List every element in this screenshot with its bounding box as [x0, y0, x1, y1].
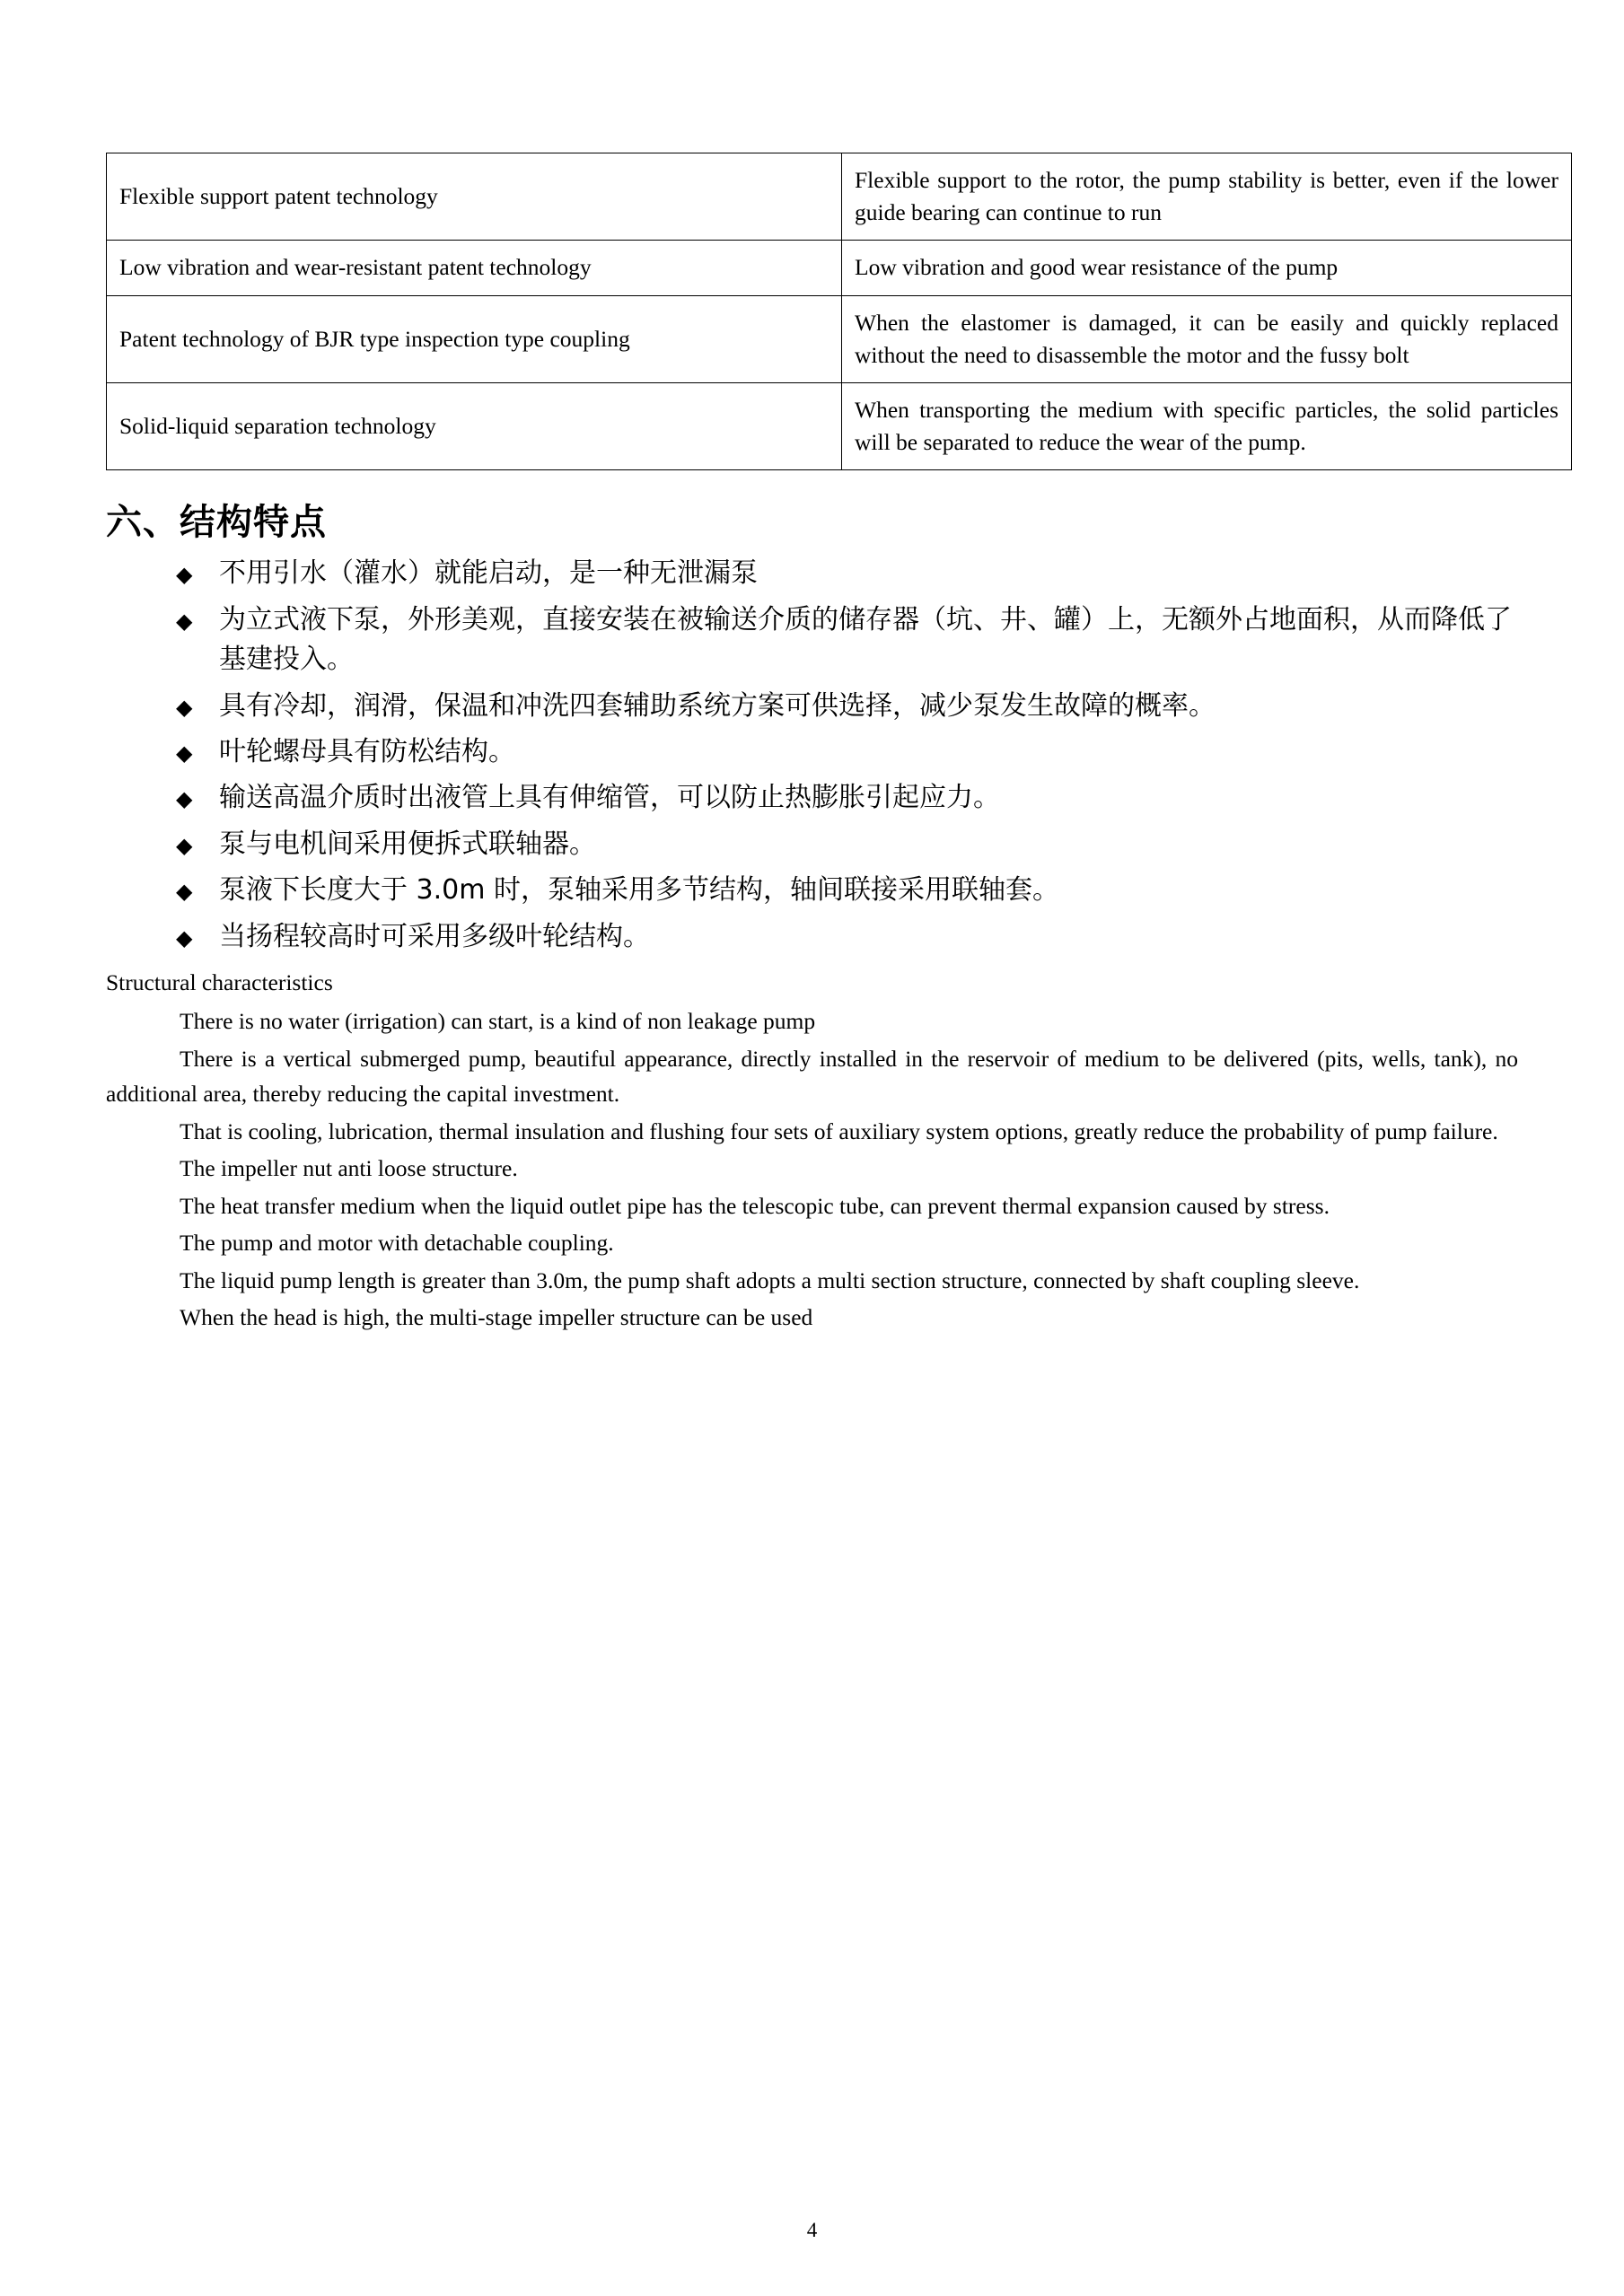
- table-row: [107, 295, 1572, 382]
- table-cell-feature-name: Low vibration and wear-resistant patent technology: [107, 241, 842, 295]
- english-paragraph: The heat transfer medium when the liquid outlet pipe has the telescopic tube, can prevent thermal expansion caused by stress.: [180, 1192, 1330, 1219]
- list-item-label: 不用引水（灌水）就能启动，是一种无泄漏泵: [219, 557, 758, 590]
- english-paragraph: There is no water (irrigation) can start, is a kind of non leakage pump: [180, 1008, 816, 1035]
- list-item-label: 输送高温介质时出液管上具有伸缩管，可以防止热膨胀引起应力。: [219, 782, 1000, 814]
- list-item-label: 当扬程较高时可采用多级叶轮结构。: [219, 920, 650, 952]
- list-item-label: 为立式液下泵，外形美观，直接安装在被输送介质的储存器（坑、井、罐）上，无额外占地面积，从而降低了基建投入。: [219, 603, 1512, 676]
- diamond-bullet-icon: ◆: [176, 832, 193, 858]
- english-paragraph: There is a vertical submerged pump, beautiful appearance, directly installed in the reservoir of medium to be delivered (pits, wells, tank), no additional area, thereby reducing the capital investment.: [106, 1045, 1518, 1108]
- list-item: [156, 600, 1518, 680]
- english-paragraph: That is cooling, lubrication, thermal insulation and flushing four sets of auxiliary system options, greatly reduce the probability of pump failure.: [180, 1117, 1498, 1144]
- table-cell-feature-name: Patent technology of BJR type inspection type coupling: [107, 295, 842, 382]
- table-row: [107, 153, 1572, 241]
- list-item-label: 具有冷却，润滑，保温和冲洗四套辅助系统方案可供选择，减少泵发生故障的概率。: [219, 689, 1216, 722]
- page-number: 4: [806, 2219, 818, 2241]
- diamond-bullet-icon: ◆: [176, 879, 193, 905]
- table-cell-feature-name: Flexible support patent technology: [107, 153, 842, 241]
- feature-table: [106, 153, 1572, 470]
- list-item-label: 泵与电机间采用便拆式联轴器。: [219, 828, 596, 860]
- table-cell-feature-desc: Low vibration and good wear resistance of the pump: [842, 241, 1572, 295]
- english-section-title: Structural characteristics: [106, 968, 333, 995]
- page-title: 六、结构特点: [106, 502, 327, 544]
- table-cell-feature-name: Solid-liquid separation technology: [107, 383, 842, 470]
- list-item: [156, 871, 1518, 910]
- table-row: [107, 241, 1572, 295]
- diamond-bullet-icon: ◆: [176, 740, 193, 766]
- table-cell-feature-desc: When the elastomer is damaged, it can be easily and quickly replaced without the need to disassemble the motor and the fussy bolt: [842, 295, 1572, 382]
- table-cell-feature-desc: Flexible support to the rotor, the pump stability is better, even if the lower guide bearing can continue to run: [842, 153, 1572, 241]
- list-item: [156, 917, 1518, 957]
- feature-table-body: [107, 153, 1572, 470]
- diamond-bullet-icon: ◆: [176, 562, 193, 588]
- table-cell-feature-desc: When transporting the medium with specific particles, the solid particles will be separated to reduce the wear of the pump.: [842, 383, 1572, 470]
- diamond-bullet-icon: ◆: [176, 694, 193, 720]
- list-item-label: 泵液下长度大于 3.0m 时，泵轴采用多节结构，轴间联接采用联轴套。: [219, 874, 1060, 907]
- diamond-bullet-icon: ◆: [176, 925, 193, 951]
- english-paragraph: The impeller nut anti loose structure.: [180, 1155, 518, 1182]
- list-item: [156, 732, 1518, 772]
- diamond-bullet-icon: ◆: [176, 786, 193, 812]
- list-item: [156, 825, 1518, 864]
- list-item: [156, 554, 1518, 593]
- list-item-label: 叶轮螺母具有防松结构。: [219, 735, 515, 767]
- list-item: [156, 778, 1518, 818]
- english-paragraph: The pump and motor with detachable coupling.: [180, 1230, 614, 1257]
- english-paragraph: When the head is high, the multi-stage impeller structure can be used: [180, 1304, 813, 1331]
- english-paragraph: The liquid pump length is greater than 3.0m, the pump shaft adopts a multi section structure, connected by shaft coupling sleeve.: [180, 1266, 1360, 1293]
- structural-features-list: [106, 554, 1518, 957]
- table-row: [107, 383, 1572, 470]
- diamond-bullet-icon: ◆: [176, 608, 193, 634]
- list-item: [156, 687, 1518, 726]
